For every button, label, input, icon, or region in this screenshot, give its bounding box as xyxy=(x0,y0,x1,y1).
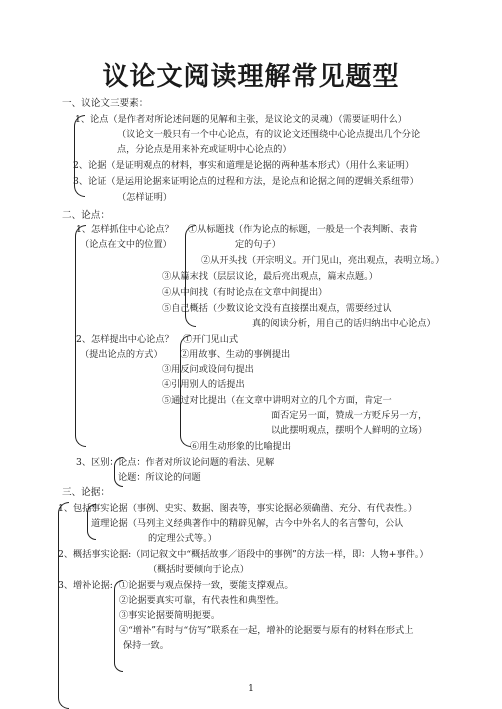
text-line: 论点：作者对所议论问题的看法、见解 xyxy=(118,457,275,468)
text-line: ②从开头找（开宗明义。开门见山，亮出观点，表明立场。） xyxy=(201,255,445,266)
text-line: ⑤通过对比提出（在文章中讲明对立的几个方面，肯定一 xyxy=(162,395,392,406)
text-line: 面否定另一面，赞成一方贬斥另一方， xyxy=(271,410,428,421)
text-line: ③从篇末找（层层议论，最后亮出观点，篇末点题。） xyxy=(162,271,378,282)
text-line: （论点在文中的位置） xyxy=(80,239,172,250)
text-line: ④从中间找（有时论点在文章中间提出） xyxy=(162,287,328,298)
text-line: ④“增补”有时与“仿写”联系在一起，增补的论据要与原有的材料在形式上 xyxy=(119,625,414,636)
text-line: ⑥用生动形象的比喻提出 xyxy=(190,441,292,452)
text-line: 3、论证（是运用论据来证明论点的过程和方法，是论点和论据之间的逻辑关系纽带） xyxy=(73,176,419,187)
text-line: ②用故事、生动的事例提出 xyxy=(180,349,291,360)
text-line: ③事实论据要简明扼要。 xyxy=(119,610,221,621)
text-line: 的定理公式等。） xyxy=(148,533,217,544)
text-line: 1、包括： xyxy=(58,503,101,514)
text-line: 3、增补论据: xyxy=(58,580,113,591)
text-line: 保持一致。 xyxy=(123,640,169,651)
text-line: 真的阅读分析，用自己的话归纳出中心论点） xyxy=(252,318,436,329)
text-line: （提出论点的方式） xyxy=(80,349,163,360)
text-line: ④引用别人的话提出 xyxy=(162,379,245,390)
text-line: 道理论据（马列主义经典著作中的精辟见解，古今中外名人的名言警句，公认 xyxy=(91,518,404,529)
page-title: 议论文阅读理解常见题型 xyxy=(102,62,400,92)
text-line: 以此摆明观点，摆明个人鲜明的立场） xyxy=(271,425,428,436)
text-line: 1、论点（是作者对所论述问题的见解和主张，是议论文的灵魂）（需要证明什么） xyxy=(75,114,407,125)
text-line: ①开门见山式 xyxy=(183,334,239,345)
text-line: ③用反问或设问句提出 xyxy=(162,364,254,375)
text-line: 2、概括事实论据:（同记叙文中“概括故事／语段中的事例”的方法一样，即：人物+事件。） xyxy=(58,549,429,560)
text-line: 1、怎样抓住中心论点？ xyxy=(76,224,174,235)
text-line: ①论据要与观点保持一致，要能支撑观点。 xyxy=(119,580,294,591)
page-number: 1 xyxy=(248,684,254,694)
text-line: 点，分论点是用来补充或证明中心论点的） xyxy=(117,144,292,155)
text-line: 定的句子） xyxy=(235,239,281,250)
text-line: （怎样证明） xyxy=(117,192,173,203)
text-line: 论题：所议论的问题 xyxy=(118,472,201,483)
text-line: 事实论据（事例、史实、数据、图表等，事实论据必须确凿、充分、有代表性。） xyxy=(91,503,418,514)
text-line: （议论文一般只有一个中心论点，有的议论文还围绕中心论点提出几个分论 xyxy=(117,129,421,140)
section-heading: 三、论据： xyxy=(62,487,110,498)
text-line: ②论据要真实可靠，有代表性和典型性。 xyxy=(119,595,285,606)
text-line: 2、怎样提出中心论点？ xyxy=(76,334,174,345)
text-line: 3、区别： xyxy=(76,457,119,468)
text-line: （概括时要倾向于论点） xyxy=(148,564,250,575)
text-line: ⑤自己概括（少数议论文没有直接摆出观点，需要经过认 xyxy=(162,303,392,314)
text-line: 2、论据（是证明观点的材料，事实和道理是论据的两种基本形式）（用什么来证明） xyxy=(73,160,415,171)
section-heading: 一、议论文三要素： xyxy=(62,98,149,109)
text-line: ①从标题找（作为论点的标题，一般是一个表判断、表肯 xyxy=(188,224,418,235)
bracket xyxy=(58,502,69,709)
section-heading: 二、论点： xyxy=(62,210,110,221)
